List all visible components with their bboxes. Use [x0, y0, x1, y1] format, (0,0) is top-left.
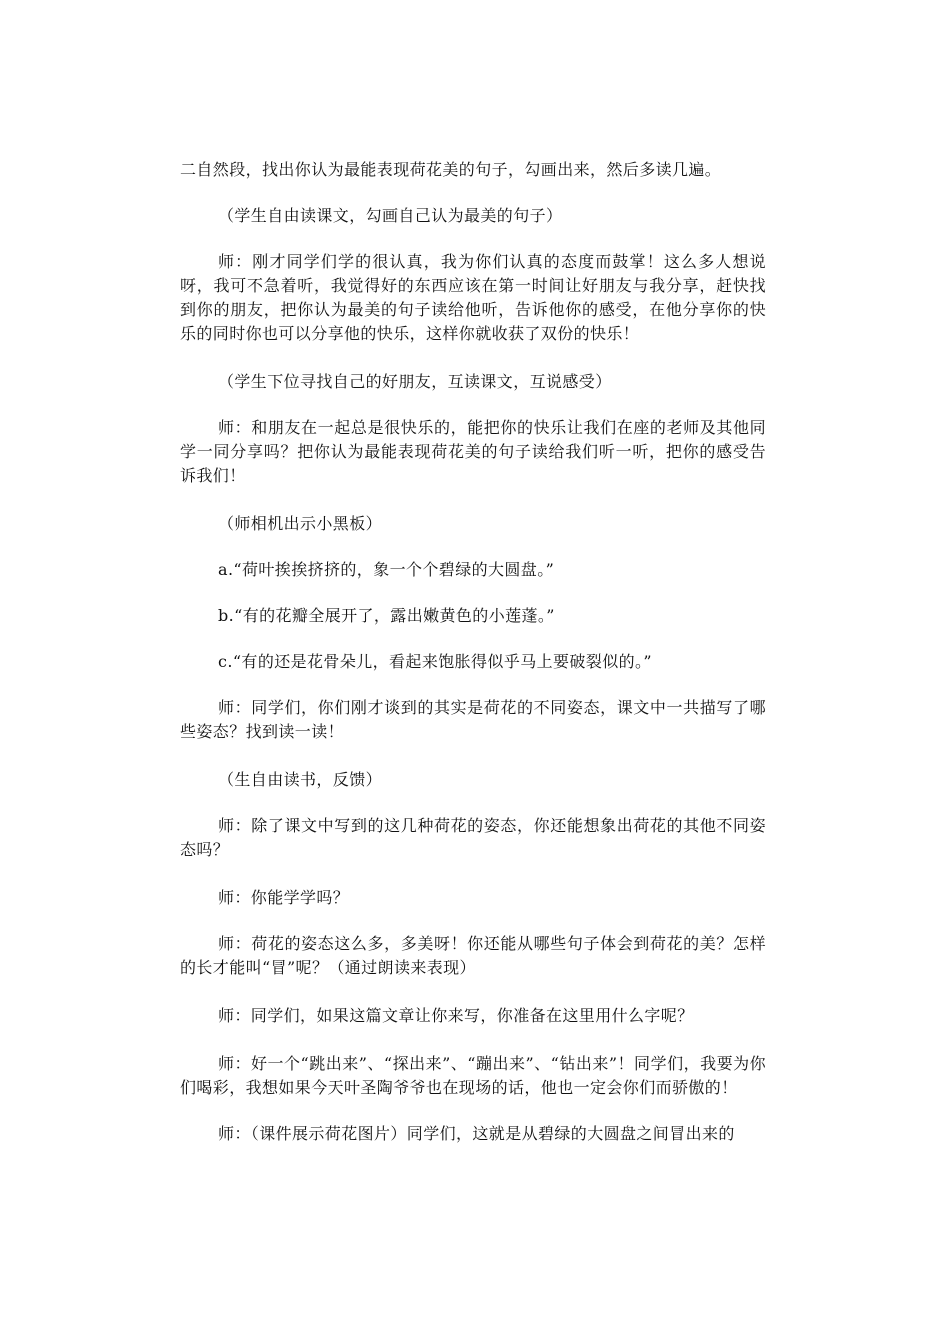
paragraph-student-activity-1: （学生自由读课文，勾画自己认为最美的句子） [218, 206, 563, 225]
paragraph-teacher-2: 师：和朋友在一起总是很快乐的，能把你的快乐让我们在座的老师及其他同学一同分享吗？把你认为最能表现荷花美的句子读给我们听一听，把你的感受告诉我们！ [180, 418, 766, 485]
paragraph-blackboard-note: （师相机出示小黑板） [218, 514, 383, 533]
paragraph-teacher-6: 师：荷花的姿态这么多，多美呀！你还能从哪些句子体会到荷花的美？怎样的长才能叫“冒”呢？（通过朗读来表现） [180, 934, 766, 977]
paragraph-teacher-9: 师：（课件展示荷花图片）同学们，这就是从碧绿的大圆盘之间冒出来的 [218, 1124, 735, 1143]
paragraph-student-activity-2: （学生下位寻找自己的好朋友，互读课文，互说感受） [218, 372, 612, 391]
paragraph-teacher-5: 师：你能学学吗？ [218, 888, 350, 907]
paragraph-sentence-b: b.“有的花瓣全展开了，露出嫩黄色的小莲蓬。” [218, 606, 555, 625]
paragraph-teacher-1: 师：刚才同学们学的很认真，我为你们认真的态度而鼓掌！这么多人想说呀，我可不急着听，我觉得好的东西应该在第一时间让好朋友与我分享，赶快找到你的朋友，把你认为最美的句子读给他听，告诉他你的感受，在他分享你的快乐的同时你也可以分享他的快乐，这样你就收获了双份的快乐！ [180, 252, 766, 343]
paragraph-teacher-4: 师：除了课文中写到的这几种荷花的姿态，你还能想象出荷花的其他不同姿态吗？ [180, 816, 766, 859]
paragraph-teacher-7: 师：同学们，如果这篇文章让你来写，你准备在这里用什么字呢？ [218, 1006, 694, 1025]
paragraph-student-activity-3: （生自由读书，反馈） [218, 770, 383, 789]
document-body [180, 158, 766, 1146]
paragraph-instruction-continuation: 二自然段，找出你认为最能表现荷花美的句子，勾画出来，然后多读几遍。 [180, 160, 722, 179]
paragraph-teacher-3: 师：同学们，你们刚才谈到的其实是荷花的不同姿态，课文中一共描写了哪些姿态？找到读一读！ [180, 698, 766, 741]
paragraph-sentence-a: a.“荷叶挨挨挤挤的，象一个个碧绿的大圆盘。” [218, 560, 555, 579]
paragraph-teacher-8: 师：好一个“跳出来”、“探出来”、“蹦出来”、“钻出来”！同学们，我要为你们喝彩，我想如果今天叶圣陶爷爷也在现场的话，他也一定会你们而骄傲的！ [180, 1054, 766, 1097]
paragraph-sentence-c: c.“有的还是花骨朵儿，看起来饱胀得似乎马上要破裂似的。” [218, 652, 653, 671]
